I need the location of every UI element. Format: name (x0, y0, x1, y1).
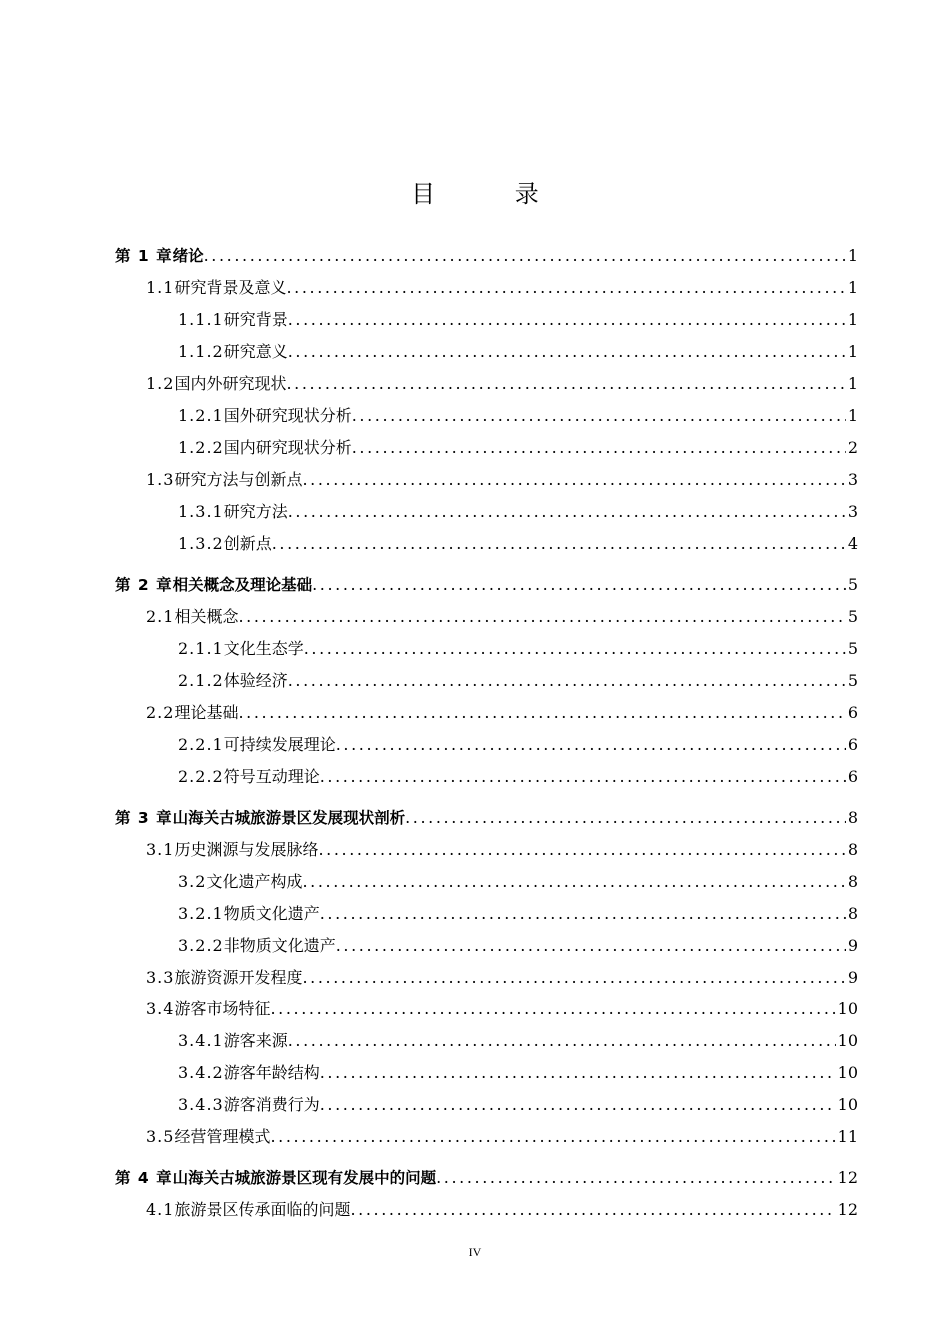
toc-leader-dots (302, 469, 845, 491)
toc-leader-dots (302, 967, 845, 989)
toc-entry-page: 5 (847, 639, 858, 658)
toc-entry-number: 第 3 章 (115, 809, 173, 827)
toc-entry-page: 5 (847, 607, 858, 626)
toc-section-entry[interactable] (178, 1030, 858, 1052)
toc-leader-dots (304, 638, 846, 660)
toc-leader-dots (350, 1199, 835, 1221)
toc-entry-number: 2.1.1 (178, 639, 224, 658)
toc-entry-title: 山海关古城旅游景区现有发展中的问题 (172, 1169, 437, 1187)
toc-entry-number: 2.2.1 (178, 735, 224, 754)
toc-entry-page: 6 (847, 735, 858, 754)
toc-entry-number: 3.2.1 (178, 904, 224, 923)
toc-entry-number: 1.1.2 (178, 342, 224, 361)
toc-entry-page: 3 (847, 502, 858, 521)
toc-entry-number: 3.4.3 (178, 1095, 224, 1114)
toc-section-entry[interactable] (146, 469, 858, 491)
toc-entry-title: 研究意义 (223, 342, 288, 361)
toc-entry-number: 3.2.2 (178, 936, 224, 955)
toc-entry-title: 研究方法与创新点 (174, 470, 303, 489)
toc-leader-dots (320, 766, 846, 788)
toc-leader-dots (312, 574, 846, 596)
toc-chapter-entry[interactable] (115, 245, 858, 267)
toc-entry-number: 第 2 章 (115, 576, 173, 594)
toc-section-entry[interactable] (146, 967, 858, 989)
toc-section-entry[interactable] (178, 766, 858, 788)
toc-leader-dots (286, 373, 845, 395)
toc-entry-page: 9 (847, 968, 858, 987)
toc-entry-number: 1.2.2 (178, 438, 224, 457)
toc-entry-page: 4 (847, 534, 858, 553)
toc-leader-dots (270, 998, 835, 1020)
toc-leader-dots (286, 277, 845, 299)
toc-leader-dots (336, 734, 846, 756)
toc-leader-dots (436, 1167, 836, 1189)
toc-section-entry[interactable] (178, 734, 858, 756)
toc-entry-title: 游客年龄结构 (223, 1063, 320, 1082)
toc-entry-number: 1.1 (146, 278, 175, 297)
toc-leader-dots (352, 405, 846, 427)
toc-entry-number: 1.1.1 (178, 310, 224, 329)
toc-entry-title: 理论基础 (174, 703, 239, 722)
toc-entry-number: 2.2.2 (178, 767, 224, 786)
toc-entry-title: 游客市场特征 (174, 999, 271, 1018)
toc-entry-number: 4.1 (146, 1200, 175, 1219)
toc-entry-page: 10 (837, 999, 858, 1018)
toc-leader-dots (288, 341, 846, 363)
toc-entry-page: 12 (837, 1200, 858, 1219)
toc-entry-title: 研究背景及意义 (174, 278, 287, 297)
toc-section-entry[interactable] (178, 309, 858, 331)
toc-chapter-entry[interactable] (115, 574, 858, 596)
toc-leader-dots (288, 1030, 836, 1052)
page-title: 目 录 (411, 180, 575, 208)
toc-leader-dots (336, 935, 846, 957)
toc-entry-page: 10 (837, 1031, 858, 1050)
toc-section-entry[interactable] (146, 606, 858, 628)
toc-entry-number: 第 4 章 (115, 1169, 173, 1187)
toc-entry-number: 3.3 (146, 968, 175, 987)
toc-section-entry[interactable] (178, 533, 858, 555)
toc-entry-title: 创新点 (223, 534, 272, 553)
toc-entry-number: 3.1 (146, 840, 175, 859)
toc-section-entry[interactable] (178, 871, 858, 893)
toc-section-entry[interactable] (178, 341, 858, 363)
toc-entry-page: 1 (847, 278, 858, 297)
toc-entry-title: 旅游资源开发程度 (174, 968, 303, 987)
toc-section-entry[interactable] (178, 638, 858, 660)
toc-leader-dots (238, 702, 845, 724)
toc-entry-number: 1.3.1 (178, 502, 224, 521)
toc-entry-title: 文化生态学 (223, 639, 304, 658)
toc-leader-dots (318, 839, 845, 861)
toc-entry-title: 研究背景 (223, 310, 288, 329)
toc-leader-dots (405, 807, 846, 829)
toc-entry-title: 体验经济 (223, 671, 288, 690)
toc-entry-title: 研究方法 (223, 502, 288, 521)
toc-section-entry[interactable] (178, 1094, 858, 1116)
toc-entry-page: 3 (847, 470, 858, 489)
toc-leader-dots (302, 871, 845, 893)
toc-entry-page: 5 (847, 575, 858, 594)
toc-entry-number: 3.4 (146, 999, 175, 1018)
toc-leader-dots (238, 606, 845, 628)
toc-entry-number: 3.4.2 (178, 1063, 224, 1082)
toc-entry-number: 第 1 章 (115, 247, 173, 265)
toc-section-entry[interactable] (178, 1062, 858, 1084)
toc-entry-page: 10 (837, 1095, 858, 1114)
toc-entry-number: 1.2.1 (178, 406, 224, 425)
toc-entry-number: 2.2 (146, 703, 175, 722)
toc-entry-page: 8 (847, 872, 858, 891)
toc-entry-title: 相关概念及理论基础 (172, 576, 313, 594)
toc-section-entry[interactable] (146, 1126, 858, 1148)
toc-entry-page: 5 (847, 671, 858, 690)
toc-entry-title: 物质文化遗产 (223, 904, 320, 923)
toc-leader-dots (320, 1094, 836, 1116)
toc-section-entry[interactable] (178, 501, 858, 523)
toc-entry-page: 10 (837, 1063, 858, 1082)
toc-entry-title: 绪论 (172, 247, 204, 265)
toc-section-entry[interactable] (146, 839, 858, 861)
toc-leader-dots (320, 1062, 836, 1084)
toc-section-entry[interactable] (146, 277, 858, 299)
toc-section-entry[interactable] (178, 670, 858, 692)
toc-leader-dots (288, 670, 846, 692)
toc-leader-dots (288, 309, 846, 331)
toc-entry-number: 3.5 (146, 1127, 175, 1146)
toc-leader-dots (204, 245, 846, 267)
toc-entry-title: 国外研究现状分析 (223, 406, 352, 425)
toc-leader-dots (272, 533, 846, 555)
toc-entry-page: 1 (847, 246, 858, 265)
toc-entry-title: 国内研究现状分析 (223, 438, 352, 457)
toc-entry-title: 山海关古城旅游景区发展现状剖析 (172, 809, 406, 827)
toc-entry-page: 1 (847, 310, 858, 329)
toc-section-entry[interactable] (146, 998, 858, 1020)
toc-section-entry[interactable] (178, 935, 858, 957)
toc-entry-title: 非物质文化遗产 (223, 936, 336, 955)
page-number-footer: IV (468, 1245, 482, 1259)
toc-entry-title: 历史渊源与发展脉络 (174, 840, 319, 859)
toc-section-entry[interactable] (178, 903, 858, 925)
toc-entry-title: 游客消费行为 (223, 1095, 320, 1114)
toc-entry-title: 旅游景区传承面临的问题 (174, 1200, 351, 1219)
toc-entry-title: 可持续发展理论 (223, 735, 336, 754)
toc-entry-page: 1 (847, 374, 858, 393)
toc-section-entry[interactable] (146, 1199, 858, 1221)
toc-entry-number: 2.1 (146, 607, 175, 626)
toc-entry-title: 符号互动理论 (223, 767, 320, 786)
toc-entry-page: 1 (847, 406, 858, 425)
toc-entry-number: 3.4.1 (178, 1031, 224, 1050)
toc-section-entry[interactable] (146, 702, 858, 724)
toc-entry-title: 文化遗产构成 (206, 872, 303, 891)
toc-entry-number: 3.2 (178, 872, 207, 891)
toc-entry-page: 8 (847, 904, 858, 923)
toc-leader-dots (352, 437, 846, 459)
toc-entry-page: 1 (847, 342, 858, 361)
toc-entry-page: 11 (837, 1127, 858, 1146)
toc-entry-page: 6 (847, 767, 858, 786)
toc-entry-title: 游客来源 (223, 1031, 288, 1050)
toc-entry-number: 1.2 (146, 374, 175, 393)
toc-leader-dots (288, 501, 846, 523)
toc-section-entry[interactable] (178, 405, 858, 427)
toc-entry-page: 9 (847, 936, 858, 955)
toc-section-entry[interactable] (178, 437, 858, 459)
toc-entry-page: 8 (847, 808, 858, 827)
toc-entry-number: 2.1.2 (178, 671, 224, 690)
toc-entry-title: 相关概念 (174, 607, 239, 626)
toc-entry-title: 国内外研究现状 (174, 374, 287, 393)
toc-entry-page: 12 (837, 1168, 858, 1187)
toc-entry-number: 1.3 (146, 470, 175, 489)
toc-entry-page: 8 (847, 840, 858, 859)
toc-leader-dots (270, 1126, 835, 1148)
toc-chapter-entry[interactable] (115, 807, 858, 829)
toc-section-entry[interactable] (146, 373, 858, 395)
toc-entry-page: 6 (847, 703, 858, 722)
toc-entry-number: 1.3.2 (178, 534, 224, 553)
toc-leader-dots (320, 903, 846, 925)
toc-chapter-entry[interactable] (115, 1167, 858, 1189)
toc-entry-page: 2 (847, 438, 858, 457)
toc-entry-title: 经营管理模式 (174, 1127, 271, 1146)
